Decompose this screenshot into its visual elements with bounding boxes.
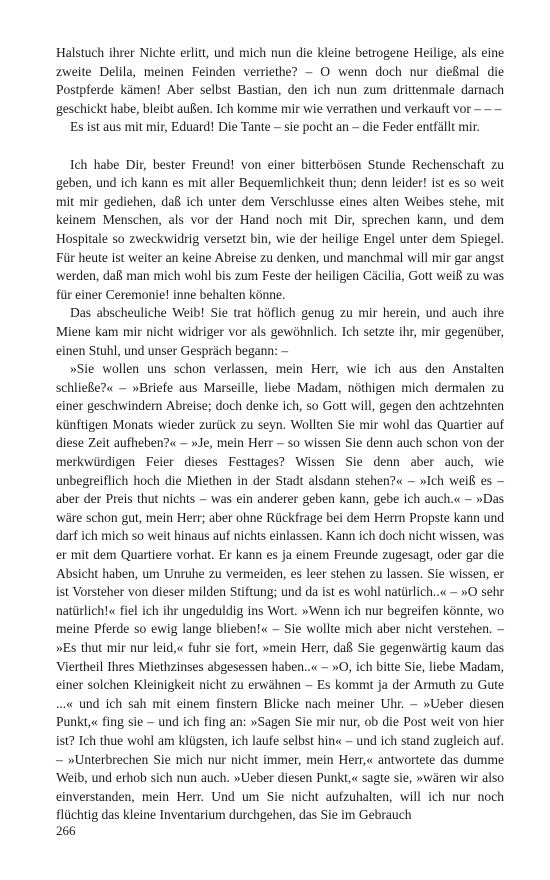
- text-block: [56, 44, 504, 825]
- page-number: 266: [56, 823, 76, 838]
- paragraph: »Sie wollen uns schon verlassen, mein Herr, wie ich aus den Anstalten schließe?« – »Briefe aus Marseille, liebe Madam, nöthigen mich dermalen zu einer geschwindern Abreise; doch denke ich, so Gott will, gegen den achtzehnten künftigen Monats wieder zurück zu seyn. Wollten Sie mir wohl das Quartier auf diese Zeit aufheben?« – »Je, mein Herr – so wissen Sie denn auch schon von der merkwürdigen Feier dieses Festtages? Wissen Sie denn aber auch, wie unbegreiflich hoch die Miethen in der Stadt alsdann stehen?« – »Ich weiß es – aber der Preis thut nichts – was ein anderer geben kann, gebe ich auch.« – »Das wäre schon gut, mein Herr; aber ohne Rückfrage bei dem Herrn Propste kann und darf ich mich so weit hinaus auf nichts einlassen. Kann ich doch nicht wissen, was er mit dem Quartiere vorhat. Er kann es ja einem Freunde zugesagt, oder gar die Absicht haben, um Unruhe zu vermeiden, es leer stehen zu lassen. Sie wissen, er ist Vorsteher von dieser milden Stiftung; und da ist es wohl natürlich..« – »O sehr natürlich!« fiel ich ihr ungeduldig ins Wort. »Wenn ich nur begreifen könnte, wo meine Pferde so ewig lange blieben!« – Sie wollte mich aber nicht verstehen. – »Es thut mir nur leid,« fuhr sie fort, »mein Herr, daß Sie gegenwärtig kaum das Viertheil Ihres Miethzinses abgesessen haben..« – »O, ich bitte Sie, liebe Madam, einer solchen Kleinigkeit nicht zu erwähnen – Es kommt ja der Armuth zu Gute ...« und ich sah mit einem finstern Blicke nach meiner Uhr. – »Ueber diesen Punkt,« fing sie – und ich fing an: »Sagen Sie mir nur, ob die Post weit von hier ist? Ich thue wohl am klügsten, ich laufe selbst hin« – und ich stand zugleich auf. – »Unterbrechen Sie mich nur nicht immer, mein Herr,« antwortete das dumme Weib, und erhob sich nun auch. »Ueber diesen Punkt,« sagte sie, »wären wir also einverstanden, mein Herr. Und um Sie nicht aufzuhalten, will ich nur noch flüchtig das kleine Inventarium durchgehen, das Sie im Gebrauch: [56, 361, 504, 823]
- paragraph: Das abscheuliche Weib! Sie trat höflich genug zu mir herein, und auch ihre Miene kam mir nicht widriger vor als gewöhnlich. Ich setzte ihr, mir gegenüber, einen Stuhl, und unser Gespräch begann: –: [56, 305, 504, 358]
- paragraph: Halstuch ihrer Nichte erlitt, und mich nun die kleine betrogene Heilige, als eine zweite Delila, meinen Feinden verriethe? – O wenn doch nur dießmal die Postpferde kämen! Aber selbst Bastian, den ich nun zum drittenmale darnach geschickt habe, bleibt außen. Ich komme mir wie verrathen und verkauft vor – – –: [56, 45, 504, 116]
- section-break: [56, 137, 504, 156]
- paragraph: Es ist aus mit mir, Eduard! Die Tante – sie pocht an – die Feder entfällt mir.: [70, 119, 480, 135]
- paragraph: Ich habe Dir, bester Freund! von einer bitterbösen Stunde Rechenschaft zu geben, und ich kann es mit aller Bequemlichkeit thun; denn leider! ist es so weit mit mir gediehen, daß ich unter dem Verschlusse eines alten Weibes stehe, mit keinem Menschen, als vor der Hand noch mit Dir, sprechen kann, und dem Hospitale so zweckwidrig versetzt bin, wie der heilige Engel unter dem Spiegel. Für heute ist weiter an keine Abreise zu denken, und manchmal will mir gar angst werden, daß man mich wohl bis zum Feste der heiligen Cäcilia, Gott weiß zu was für einer Ceremonie! inne behalten könne.: [56, 156, 504, 302]
